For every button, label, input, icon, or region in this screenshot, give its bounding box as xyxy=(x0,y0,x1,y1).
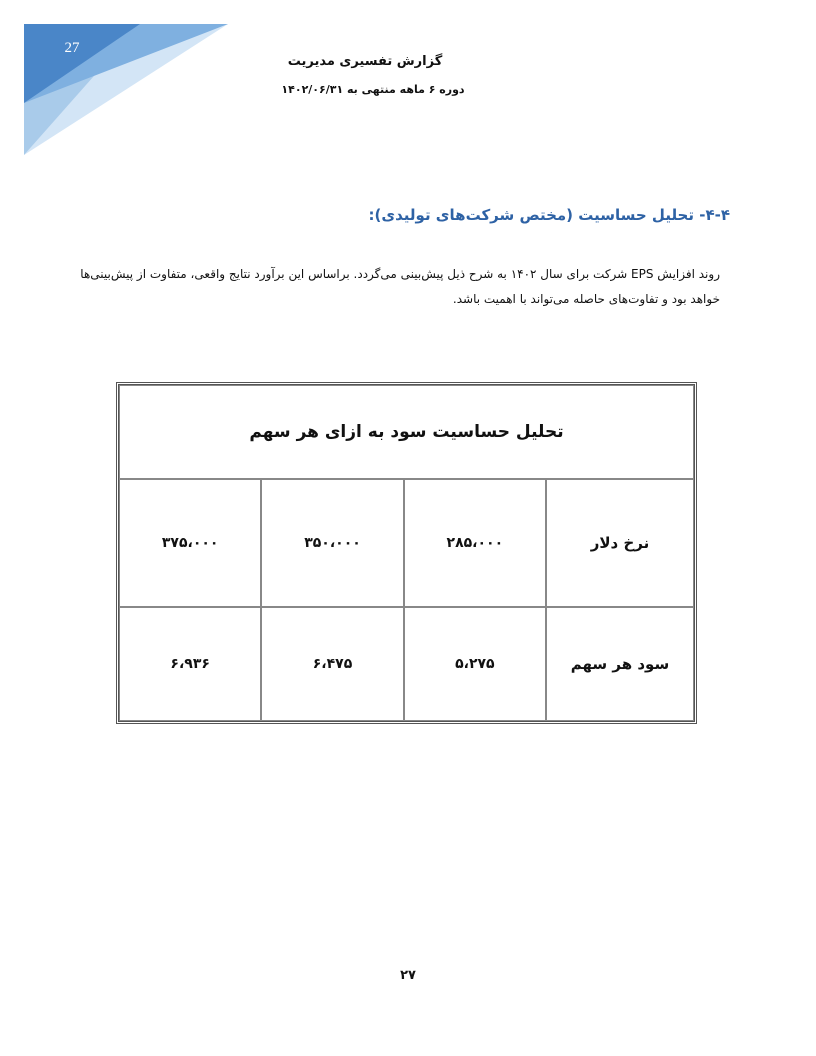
row-label-eps: سود هر سهم xyxy=(546,607,694,721)
row-label-dollar-rate: نرخ دلار xyxy=(546,479,694,607)
report-subtitle: دوره ۶ ماهه منتهی به ۱۴۰۲/۰۶/۳۱ xyxy=(281,83,465,96)
table-row xyxy=(119,607,694,721)
table-row xyxy=(119,479,694,607)
table-cell: ۶،۴۷۵ xyxy=(261,607,403,721)
table-cell: ۶،۹۳۶ xyxy=(119,607,261,721)
header-page-number: 27 xyxy=(64,40,80,56)
table-title-row xyxy=(119,385,694,479)
section-heading: ۴-۴- تحلیل حساسیت (مختص شرکت‌های تولیدی): xyxy=(368,206,730,224)
table-cell: ۳۵۰،۰۰۰ xyxy=(261,479,403,607)
table-cell: ۵،۲۷۵ xyxy=(404,607,546,721)
sensitivity-table xyxy=(116,382,697,724)
section-paragraph: روند افزایش EPS شرکت برای سال ۱۴۰۲ به شرح ذیل پیش‌بینی می‌گردد. براساس این برآورد نتایج واقعی، متفاوت از پیش‌بینی‌ها خواهد بود و تفاوت‌های حاصله می‌تواند با اهمیت باشد. xyxy=(80,267,720,306)
report-title: گزارش تفسیری مدیریت xyxy=(287,54,443,69)
corner-decoration xyxy=(0,0,240,170)
table-cell: ۳۷۵،۰۰۰ xyxy=(119,479,261,607)
footer-page-number: ۲۷ xyxy=(400,968,416,983)
table-title: تحلیل حساسیت سود به ازای هر سهم xyxy=(119,385,694,479)
table-cell: ۲۸۵،۰۰۰ xyxy=(404,479,546,607)
